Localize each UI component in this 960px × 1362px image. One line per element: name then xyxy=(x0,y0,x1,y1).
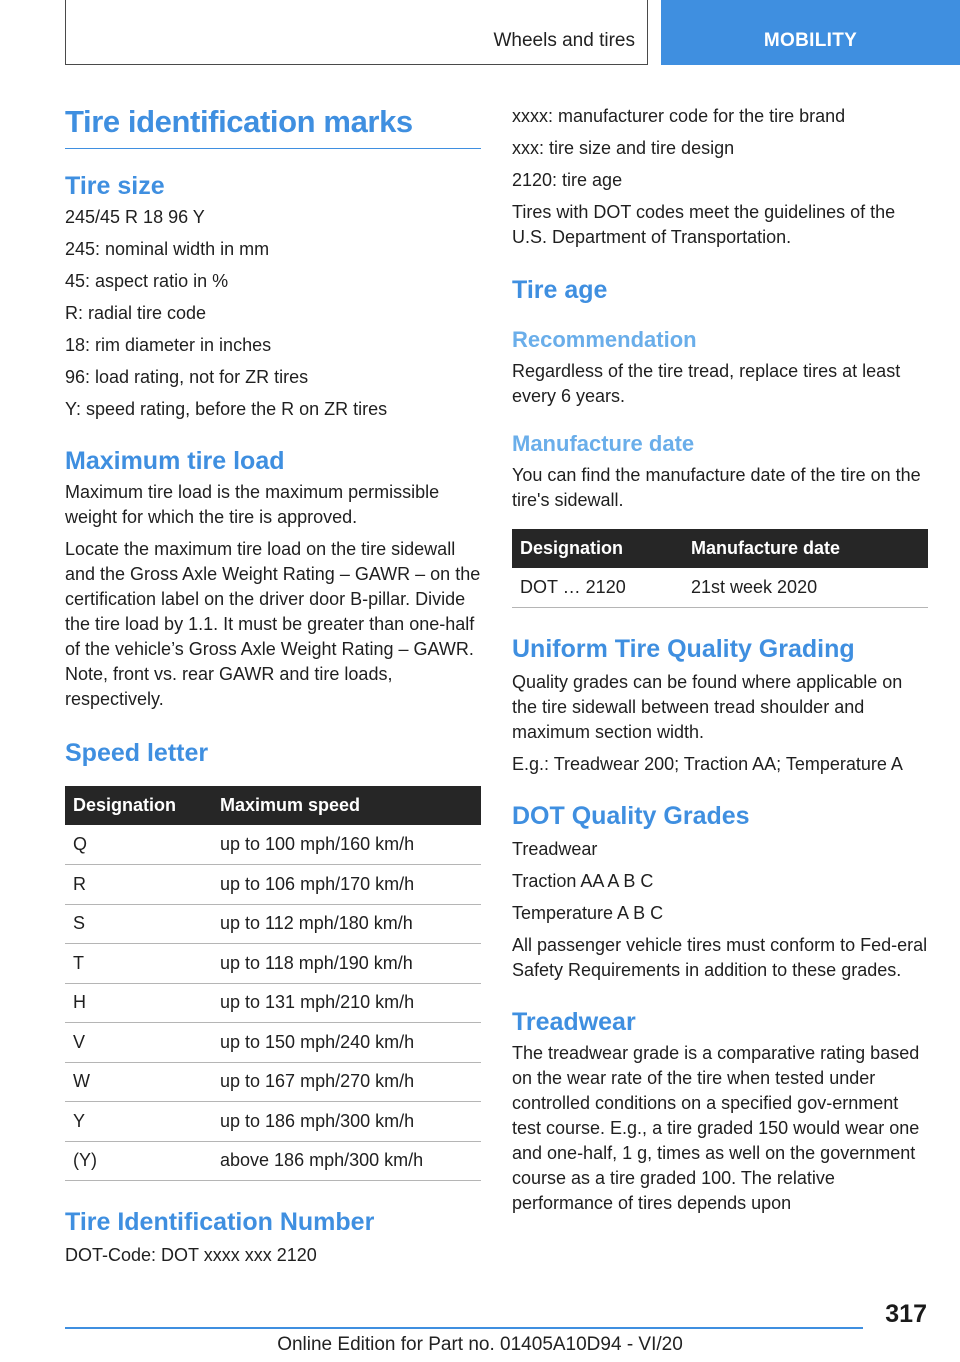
tire-size-line: 96: load rating, not for ZR tires xyxy=(65,367,309,387)
table-header-manufacture-date: Manufacture date xyxy=(683,529,928,568)
designation-cell: (Y) xyxy=(65,1141,212,1181)
tire-size-line: 18: rim diameter in inches xyxy=(65,335,272,355)
speed-cell: up to 131 mph/210 km/h xyxy=(212,983,481,1023)
designation-cell: Q xyxy=(65,825,212,865)
utqg-text: Quality grades can be found where applicable on the tire sidewall between tread shoulder and maximum section width. xyxy=(512,672,903,742)
manufacture-date-text: You can find the manufacture date of the tire on the tire's sidewall. xyxy=(512,465,921,510)
dot-code-line: 2120: tire age xyxy=(512,170,623,190)
dot-grades-line: Traction AA A B C xyxy=(512,871,654,891)
manufacture-date-cell: 21st week 2020 xyxy=(683,568,928,608)
dot-code-line: Tires with DOT codes meet the guidelines of the U.S. Department of Transportation. xyxy=(512,202,896,247)
manufacture-date-table xyxy=(512,529,928,608)
page-number: 317 xyxy=(885,1300,927,1328)
table-row xyxy=(65,983,481,1023)
designation-cell: H xyxy=(65,983,212,1023)
tire-size-line: 245: nominal width in mm xyxy=(65,239,270,259)
tin-text: DOT-Code: DOT xxxx xxx 2120 xyxy=(65,1245,317,1265)
designation-cell: DOT … 2120 xyxy=(512,568,683,608)
tire-size-heading: Tire size xyxy=(65,172,165,200)
treadwear-text: The treadwear grade is a comparative rating based on the wear rate of the tire when tested under controlled conditions on a specified gov-ernment test course. E.g., a tire graded 150 would wear one and one-half, 1 g, times as well on the government course as a tire graded 100. The relative performance of tires depends upon xyxy=(512,1043,920,1213)
table-row xyxy=(65,904,481,944)
manufacture-date-heading: Manufacture date xyxy=(512,431,695,456)
dot-grades-heading: DOT Quality Grades xyxy=(512,802,750,830)
recommendation-heading: Recommendation xyxy=(512,327,697,352)
table-row xyxy=(65,1062,481,1102)
table-row xyxy=(65,865,481,905)
tire-size-line: Y: speed rating, before the R on ZR tires xyxy=(65,399,388,419)
table-header-row xyxy=(65,786,481,825)
treadwear-heading: Treadwear xyxy=(512,1008,636,1036)
table-row xyxy=(65,1023,481,1063)
header-chapter-tab xyxy=(661,0,960,65)
speed-cell: up to 150 mph/240 km/h xyxy=(212,1023,481,1063)
speed-cell: up to 186 mph/300 km/h xyxy=(212,1102,481,1142)
dot-grades-line: Temperature A B C xyxy=(512,903,664,923)
tire-size-list xyxy=(65,205,481,422)
header-chapter-label: MOBILITY xyxy=(763,30,858,51)
speed-cell: up to 112 mph/180 km/h xyxy=(212,904,481,944)
speed-cell: up to 167 mph/270 km/h xyxy=(212,1062,481,1102)
page-title: Tire identification marks xyxy=(65,104,481,149)
table-header-designation: Designation xyxy=(512,529,683,568)
table-row xyxy=(512,568,928,608)
header-section-title: Wheels and tires xyxy=(493,30,635,51)
table-row xyxy=(65,944,481,984)
dot-grades-line: Treadwear xyxy=(512,839,598,859)
table-header-row xyxy=(512,529,928,568)
utqg-heading: Uniform Tire Quality Grading xyxy=(512,635,855,663)
left-column xyxy=(65,100,481,1268)
tire-age-heading: Tire age xyxy=(512,276,608,304)
designation-cell: S xyxy=(65,904,212,944)
table-row xyxy=(65,825,481,865)
designation-cell: V xyxy=(65,1023,212,1063)
max-load-text: Locate the maximum tire load on the tire sidewall and the Gross Axle Weight Rating – GAWR – on the certification label on the driver door B-pillar. Divide the tire load by 1.1. It must be greater than one-half of the vehicle’s Gross Axle Weight Rating – GAWR. Note, front vs. rear GAWR and tire loads, respectively. xyxy=(65,539,481,709)
footer-divider xyxy=(65,1327,863,1329)
dot-grades-text: All passenger vehicle tires must conform to Fed-eral Safety Requirements in addition to these grades. xyxy=(512,935,928,980)
recommendation-text: Regardless of the tire tread, replace tires at least every 6 years. xyxy=(512,361,901,406)
table-row xyxy=(65,1141,481,1181)
designation-cell: R xyxy=(65,865,212,905)
speed-letter-heading: Speed letter xyxy=(65,739,209,767)
speed-cell: above 186 mph/300 km/h xyxy=(212,1141,481,1181)
speed-letter-table xyxy=(65,786,481,1181)
right-column xyxy=(512,104,928,1216)
dot-code-line: xxxx: manufacturer code for the tire brand xyxy=(512,106,846,126)
designation-cell: W xyxy=(65,1062,212,1102)
table-header-designation: Designation xyxy=(65,786,212,825)
table-row xyxy=(65,1102,481,1142)
tire-size-line: 245/45 R 18 96 Y xyxy=(65,207,205,227)
tire-size-line: 45: aspect ratio in % xyxy=(65,271,229,291)
tire-size-line: R: radial tire code xyxy=(65,303,207,323)
utqg-text: E.g.: Treadwear 200; Traction AA; Temperature A xyxy=(512,754,903,774)
speed-cell: up to 118 mph/190 km/h xyxy=(212,944,481,984)
speed-cell: up to 100 mph/160 km/h xyxy=(212,825,481,865)
speed-cell: up to 106 mph/170 km/h xyxy=(212,865,481,905)
dot-code-line: xxx: tire size and tire design xyxy=(512,138,735,158)
table-header-max-speed: Maximum speed xyxy=(212,786,481,825)
max-load-heading: Maximum tire load xyxy=(65,447,285,475)
header-section-box xyxy=(65,0,648,65)
footer-edition: Online Edition for Part no. 01405A10D94 - VI/20 xyxy=(277,1334,683,1355)
tin-heading: Tire Identification Number xyxy=(65,1208,375,1236)
max-load-text: Maximum tire load is the maximum permissible weight for which the tire is approved. xyxy=(65,482,440,527)
designation-cell: T xyxy=(65,944,212,984)
designation-cell: Y xyxy=(65,1102,212,1142)
